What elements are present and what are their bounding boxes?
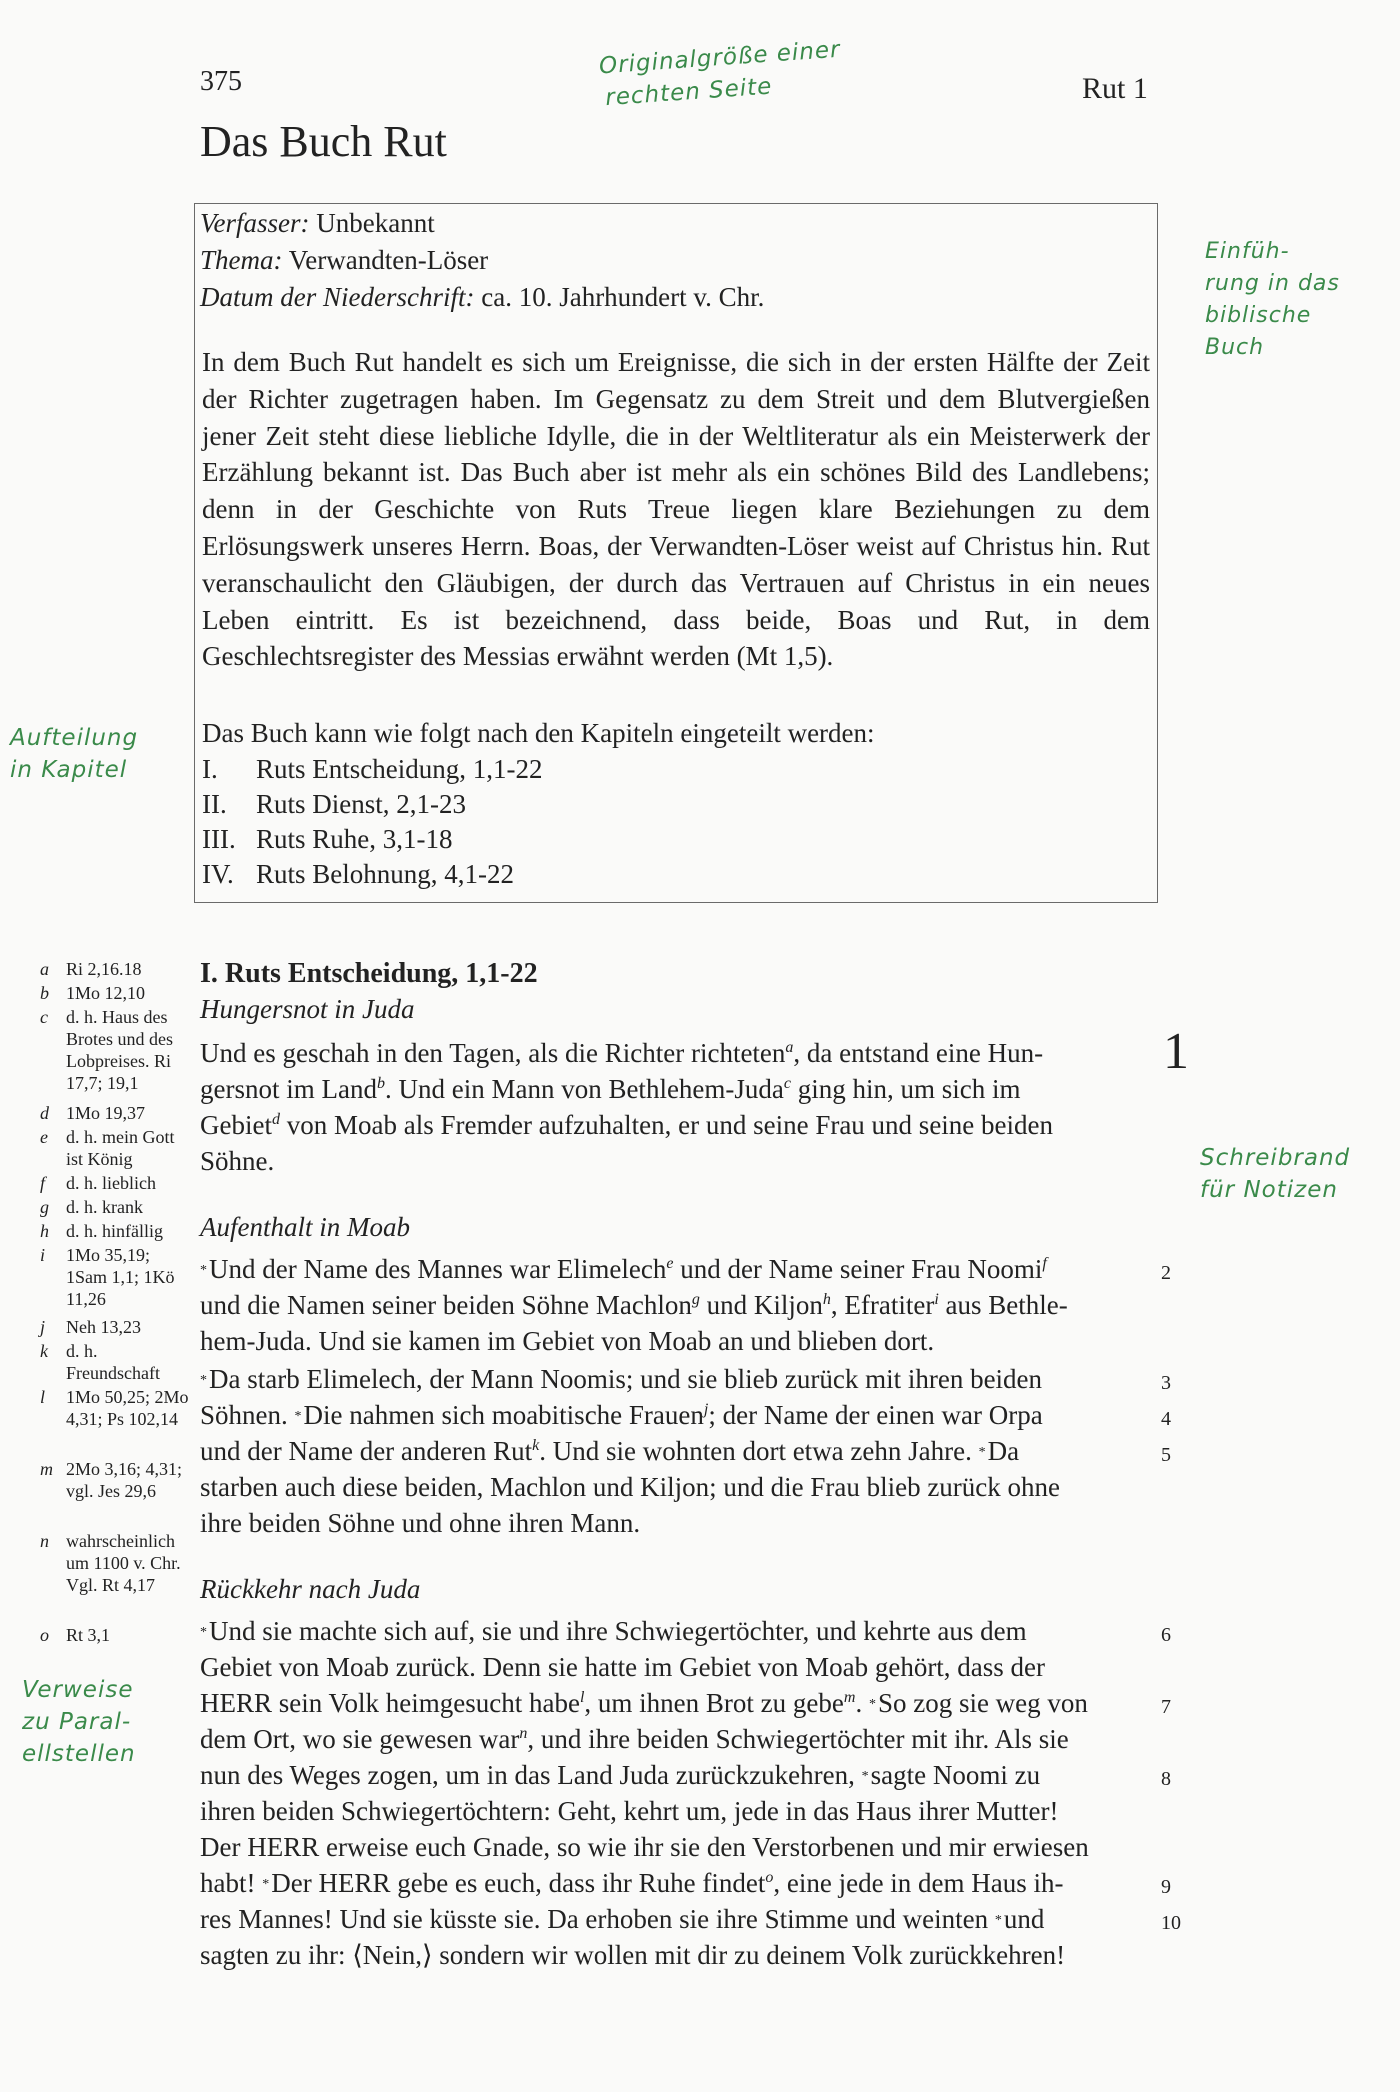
theme-line: [200, 245, 488, 276]
outline-item: [202, 859, 514, 890]
body-line: [200, 1290, 1068, 1321]
text-run: res Mannes! Und sie küsste sie. Da erhoben sie ihre Stimme und weinten: [200, 1904, 995, 1934]
footnote-letter: k: [40, 1341, 48, 1361]
text-run: von Moab als Fremder aufzuhalten, er und seine Frau und seine beiden: [279, 1110, 1054, 1140]
footnote-text: Ri 2,16.18: [66, 959, 142, 979]
annotation-line: für Notizen: [1200, 1177, 1338, 1203]
book-title: Das Buch Rut: [200, 117, 447, 166]
subheading: Hungersnot in Juda: [200, 994, 415, 1024]
body-line: [200, 1254, 1047, 1285]
text-run: Der HERR gebe es euch, dass ihr Ruhe findet: [271, 1868, 766, 1898]
footnote-marker: f: [1042, 1255, 1047, 1272]
footnote-letter: h: [40, 1221, 49, 1241]
annotation-line: rechten Seite: [604, 73, 774, 112]
verse-marker: *: [978, 1445, 986, 1460]
footnote-letter: m: [40, 1459, 53, 1479]
footnote-letter: a: [40, 959, 49, 979]
verse-number: 6: [1161, 1624, 1171, 1646]
verse-marker: *: [200, 1625, 207, 1640]
annotation-introduction: [1205, 236, 1340, 364]
footnote-marker: i: [934, 1291, 939, 1308]
verse-marker: *: [200, 1263, 207, 1278]
text-run: .: [855, 1688, 869, 1718]
footnote-letter: d: [40, 1103, 49, 1123]
body-line: Der HERR erweise euch Gnade, so wie ihr sie den Verstorbenen und mir erwiesen: [200, 1832, 1089, 1862]
body-line: [200, 1760, 1040, 1791]
outline-number: II.: [202, 789, 227, 819]
footnote-text: 1Mo 50,25; 2Mo 4,31; Ps 102,14: [66, 1387, 189, 1429]
footnote-letter: f: [40, 1173, 46, 1193]
text-run: und der Name der anderen Rut: [200, 1436, 533, 1466]
subheading: Rückkehr nach Juda: [200, 1574, 421, 1604]
footnote-text: d. h. Freundschaft: [66, 1341, 160, 1383]
outline-item: [202, 754, 542, 785]
theme-value: Verwandten-Löser: [282, 245, 489, 275]
verse-number: 8: [1161, 1768, 1171, 1790]
annotation-writing-margin: [1200, 1142, 1350, 1206]
verse-number: 10: [1161, 1912, 1181, 1934]
footnote-letter: o: [40, 1625, 49, 1645]
annotation-line: Aufteilung: [10, 725, 139, 751]
annotation-line: biblische: [1205, 303, 1312, 328]
text-run: Die nahmen sich moabitische Frauen: [303, 1400, 704, 1430]
verse-marker: *: [861, 1769, 869, 1784]
body-line: [200, 1868, 1064, 1899]
text-run: Söhnen.: [200, 1400, 295, 1430]
outline-text: Ruts Entscheidung, 1,1-22: [256, 754, 543, 784]
verse-marker: *: [868, 1697, 876, 1712]
body-line: [200, 1904, 1044, 1935]
text-run: . Und sie wohnten dort etwa zehn Jahre.: [539, 1436, 979, 1466]
body-line: hem-Juda. Und sie kamen im Gebiet von Moab an und blieben dort.: [200, 1326, 935, 1356]
footnote-text: d. h. mein Gott ist König: [66, 1127, 175, 1169]
verse-number: 2: [1161, 1262, 1171, 1284]
footnote-letter: g: [40, 1197, 49, 1217]
outline-number: I.: [202, 754, 218, 784]
footnote-marker: c: [783, 1075, 792, 1092]
text-run: sagte Noomi zu: [870, 1760, 1041, 1790]
verse-number: 4: [1161, 1408, 1171, 1430]
outline-item: [202, 789, 466, 820]
footnote-letter: c: [40, 1007, 48, 1027]
annotation-line: ellstellen: [22, 1741, 136, 1767]
text-run: und der Name seiner Frau Noomi: [673, 1254, 1043, 1284]
annotation-cross-references: [22, 1674, 136, 1770]
text-run: Und es geschah in den Tagen, als die Richter richteten: [200, 1038, 786, 1068]
outline-intro: Das Buch kann wie folgt nach den Kapiteln eingeteilt werden:: [202, 718, 875, 748]
footnote-marker: n: [519, 1725, 528, 1742]
annotation-line: in Kapitel: [10, 757, 128, 783]
text-run: ; der Name der einen war Orpa: [708, 1400, 1043, 1430]
subheading: Aufenthalt in Moab: [200, 1212, 410, 1242]
author-label: Verfasser:: [200, 208, 310, 238]
body-line: [200, 1038, 1043, 1069]
date-line: [200, 282, 764, 313]
footnote-text: d. h. krank: [66, 1197, 143, 1217]
verse-marker: *: [200, 1373, 207, 1388]
footnote-text: 1Mo 12,10: [66, 983, 146, 1003]
annotation-original-size: [598, 34, 844, 115]
outline-text: Ruts Ruhe, 3,1-18: [256, 824, 453, 854]
footnote-marker: b: [376, 1075, 385, 1092]
footnote-letter: n: [40, 1531, 49, 1551]
body-line: [200, 1074, 1021, 1105]
footnote-marker: m: [843, 1689, 856, 1706]
annotation-line: zu Paral-: [22, 1709, 132, 1735]
author-line: [200, 208, 435, 239]
footnote-letter: b: [40, 983, 49, 1003]
text-run: . Und ein Mann von Bethlehem-Juda: [384, 1074, 784, 1104]
outline-item: [202, 824, 453, 855]
footnote-letter: i: [40, 1245, 46, 1265]
text-run: dem Ort, wo sie gewesen war: [200, 1724, 520, 1754]
verse-number: 5: [1161, 1444, 1171, 1466]
verse-number: 3: [1161, 1372, 1171, 1394]
theme-label: Thema:: [200, 245, 283, 275]
annotation-line: Verweise: [22, 1677, 134, 1703]
body-line: [200, 1724, 1069, 1755]
annotation-chapter-division: [10, 722, 138, 786]
annotation-line: Einfüh-: [1205, 239, 1290, 264]
text-run: aus Bethle-: [938, 1290, 1068, 1320]
page-number: 375: [200, 66, 242, 97]
annotation-line: Buch: [1205, 335, 1265, 360]
footnote-text: Rt 3,1: [66, 1625, 111, 1645]
outline-text: Ruts Dienst, 2,1-23: [256, 789, 467, 819]
chapter-number: 1: [1163, 1023, 1189, 1080]
text-run: und Kiljon: [699, 1290, 823, 1320]
text-run: und die Namen seiner beiden Söhne Machlon: [200, 1290, 692, 1320]
footnote-marker: d: [271, 1111, 280, 1128]
footnote-marker: e: [666, 1255, 674, 1272]
body-line: sagten zu ihr: ⟨Nein,⟩ sondern wir wollen mit dir zu deinem Volk zurückkehren!: [200, 1940, 1066, 1970]
text-run: So zog sie weg von: [877, 1688, 1088, 1718]
footnote-marker: o: [765, 1869, 774, 1886]
footnote-letter: j: [40, 1317, 46, 1337]
text-run: Und der Name des Mannes war Elimelech: [209, 1254, 667, 1284]
footnote-text: 1Mo 19,37: [66, 1103, 146, 1123]
text-run: , Efratiter: [830, 1290, 935, 1320]
footnote-marker: j: [703, 1401, 709, 1418]
footnote-text: 1Mo 35,19; 1Sam 1,1; 1Kö 11,26: [66, 1245, 175, 1309]
body-line: [200, 1364, 1042, 1395]
verse-marker: *: [262, 1877, 270, 1892]
annotation-line: Originalgröße einer: [598, 36, 842, 80]
body-line: [200, 1616, 1027, 1647]
running-head: Rut 1: [1082, 72, 1148, 105]
author-value: Unbekannt: [309, 208, 435, 238]
text-run: HERR sein Volk heimgesucht habe: [200, 1688, 580, 1718]
body-line: ihre beiden Söhne und ohne ihren Mann.: [200, 1508, 641, 1538]
text-run: , um ihnen Brot zu gebe: [584, 1688, 844, 1718]
body-line: [200, 1436, 1019, 1467]
outline-text: Ruts Belohnung, 4,1-22: [256, 859, 515, 889]
verse-marker: *: [294, 1409, 302, 1424]
text-run: , und ihre beiden Schwiegertöchter mit ihr. Als sie: [527, 1724, 1069, 1754]
annotation-line: rung in das: [1205, 271, 1340, 296]
text-run: gersnot im Land: [200, 1074, 377, 1104]
body-line: [200, 1688, 1088, 1719]
date-label: Datum der Niederschrift:: [200, 282, 475, 312]
footnote-letter: e: [40, 1127, 48, 1147]
footnote-marker: k: [532, 1437, 540, 1454]
annotation-line: Schreibrand: [1200, 1145, 1351, 1171]
text-run: Gebiet: [200, 1110, 272, 1140]
body-line: Gebiet von Moab zurück. Denn sie hatte im Gebiet von Moab gehört, dass der: [200, 1652, 1046, 1682]
text-run: , eine jede in dem Haus ih-: [773, 1868, 1064, 1898]
footnote-text: d. h. hinfällig: [66, 1221, 163, 1241]
body-line: ihren beiden Schwiegertöchtern: Geht, kehrt um, jede in das Haus ihrer Mutter!: [200, 1796, 1059, 1826]
verse-number: 9: [1161, 1876, 1171, 1898]
text-run: , da entstand eine Hun-: [793, 1038, 1044, 1068]
outline-number: III.: [202, 824, 236, 854]
body-line: [200, 1400, 1043, 1431]
body-line: Söhne.: [200, 1146, 275, 1176]
footnote-text: Neh 13,23: [66, 1317, 141, 1337]
text-run: Da starb Elimelech, der Mann Noomis; und sie blieb zurück mit ihren beiden: [209, 1364, 1043, 1394]
introduction-paragraph: In dem Buch Rut handelt es sich um Ereignisse, die sich in der ersten Hälfte der Zeit der Richter zugetragen haben. Im Gegensatz zu dem Streit und dem Blutvergießen jener Zeit steht diese liebliche Idylle, die in der Weltliteratur als ein Meisterwerk der Erzählung bekannt ist. Das Buch aber ist mehr als ein schönes Bild des Landlebens; denn in der Geschichte von Ruts Treue liegen klare Beziehungen zu dem Erlösungswerk unseres Herrn. Boas, der Verwandten-Löser weist auf Christus hin. Rut veranschaulicht den Gläubigen, der durch das Vertrauen auf Christus in ein neues Leben eintritt. Es ist bezeichnend, dass beide, Boas und Rut, in dem Geschlechtsregister des Messias erwähnt werden (Mt 1,5).: [202, 347, 1150, 672]
verse-marker: *: [994, 1913, 1002, 1928]
body-line: starben auch diese beiden, Machlon und Kiljon; und die Frau blieb zurück ohne: [200, 1472, 1061, 1502]
verse-number: 7: [1161, 1696, 1171, 1718]
footnote-text: d. h. Haus des Brotes und des Lobpreises. Ri 17,7; 19,1: [66, 1007, 173, 1093]
footnote-marker: g: [691, 1291, 700, 1308]
date-value: ca. 10. Jahrhundert v. Chr.: [474, 282, 765, 312]
footnote-marker: a: [785, 1039, 794, 1056]
footnote-text: d. h. lieblich: [66, 1173, 156, 1193]
footnote-letter: l: [40, 1387, 46, 1407]
text-run: Da: [987, 1436, 1020, 1466]
text-run: nun des Weges zogen, um in das Land Juda zurückzukehren,: [200, 1760, 862, 1790]
body-line: [200, 1110, 1053, 1141]
section-title: I. Ruts Entscheidung, 1,1-22: [200, 958, 538, 989]
footnote-marker: l: [579, 1689, 585, 1706]
footnote-text: 2Mo 3,16; 4,31; vgl. Jes 29,6: [66, 1459, 183, 1501]
text-run: und: [1003, 1904, 1045, 1934]
text-run: ging hin, um sich im: [791, 1074, 1021, 1104]
footnote-marker: h: [822, 1291, 831, 1308]
text-run: habt!: [200, 1868, 263, 1898]
footnote-text: wahrscheinlich um 1100 v. Chr. Vgl. Rt 4,17: [66, 1531, 181, 1595]
outline-number: IV.: [202, 859, 234, 889]
text-run: Und sie machte sich auf, sie und ihre Schwiegertöchter, und kehrte aus dem: [209, 1616, 1027, 1646]
